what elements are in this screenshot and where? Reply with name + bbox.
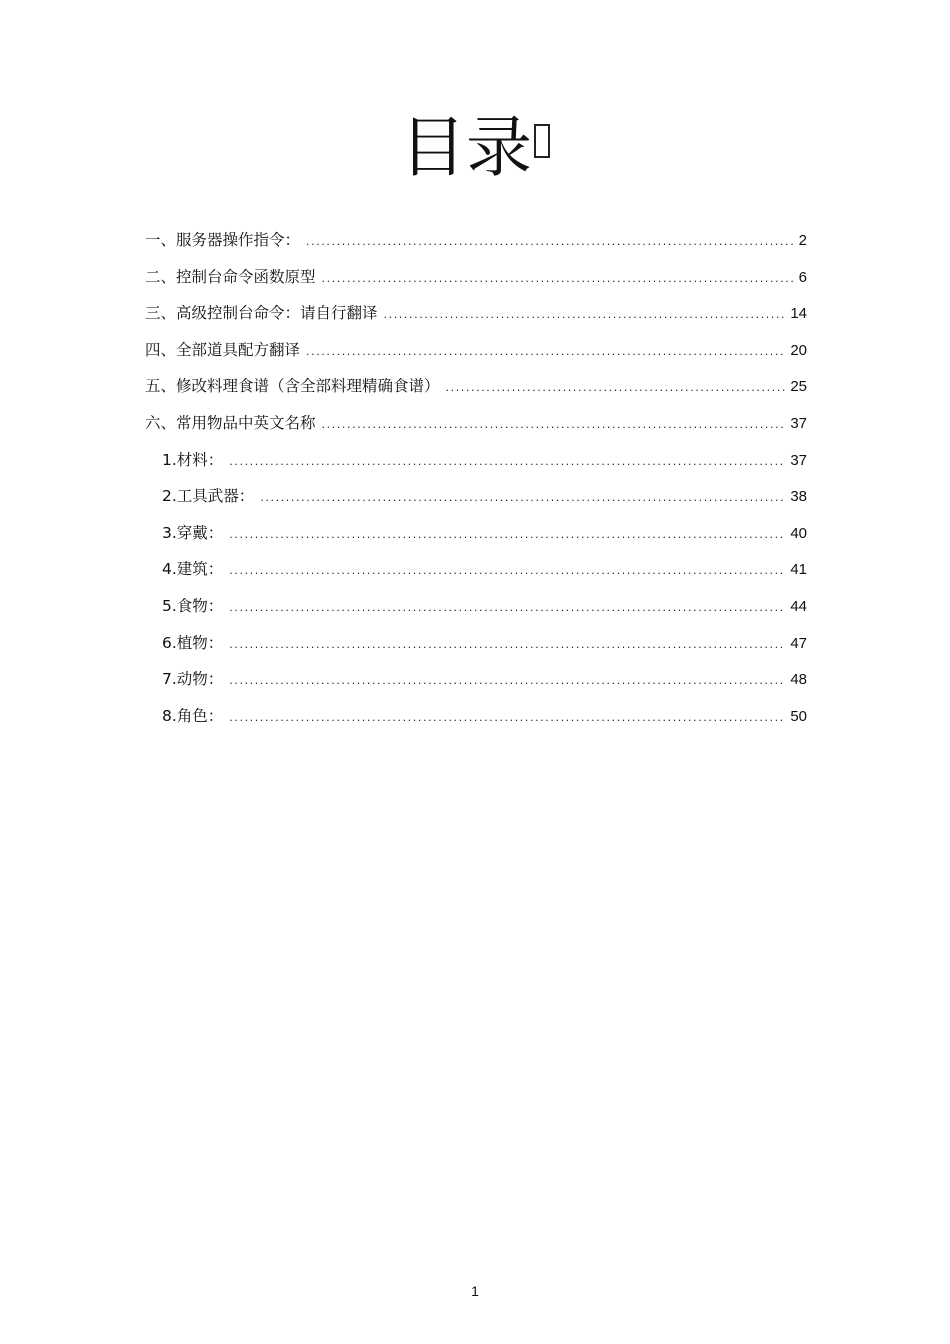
- toc-entry-console-prototypes[interactable]: [145, 259, 807, 296]
- toc-entry-page: 20: [790, 341, 807, 359]
- toc-dot-leader: [322, 261, 795, 298]
- toc-dot-leader: [229, 553, 786, 590]
- toc-entry-page: 25: [790, 378, 807, 396]
- toc-title-text: 目录: [400, 109, 532, 186]
- toc-entry-page: 37: [790, 414, 807, 432]
- toc-entry-item-recipes[interactable]: [145, 332, 807, 369]
- toc-entry-page: 37: [790, 451, 807, 469]
- toc-dot-leader: [229, 517, 786, 554]
- toc-entry-page: 50: [790, 707, 807, 725]
- toc-dot-leader: [322, 407, 787, 444]
- toc-entry-page: 2: [798, 232, 807, 249]
- toc-entry-advanced-console[interactable]: [145, 295, 807, 332]
- toc-title: [0, 108, 950, 188]
- toc-entry-label: 8.角色：: [162, 706, 224, 725]
- toc-subentry-materials[interactable]: [145, 442, 807, 479]
- toc-subentry-plants[interactable]: [145, 625, 807, 662]
- toc-entry-page: 47: [790, 634, 807, 652]
- toc-entry-label: 6.植物：: [162, 633, 224, 652]
- toc-subentry-wearables[interactable]: [145, 515, 807, 552]
- toc-entry-page: 41: [790, 561, 807, 579]
- tofu-box-icon: [534, 124, 550, 158]
- toc-entry-cooking-recipes[interactable]: [145, 368, 807, 405]
- toc-entry-label: 一、服务器操作指令：: [145, 231, 301, 249]
- toc-entry-label: 二、控制台命令函数原型: [145, 267, 316, 286]
- toc-subentry-characters[interactable]: [145, 698, 807, 735]
- toc-entry-item-names[interactable]: [145, 405, 807, 442]
- toc-entry-page: 14: [790, 305, 807, 323]
- toc-dot-leader: [260, 480, 786, 517]
- toc-dot-leader: [229, 590, 786, 627]
- toc-subentry-structures[interactable]: [145, 551, 807, 588]
- toc-dot-leader: [229, 627, 786, 664]
- table-of-contents: [145, 222, 807, 734]
- toc-entry-page: 48: [790, 671, 807, 689]
- toc-dot-leader: [229, 663, 786, 700]
- toc-dot-leader: [229, 444, 786, 481]
- toc-entry-server-commands[interactable]: [145, 222, 807, 259]
- toc-entry-label: 三、高级控制台命令：请自行翻译: [145, 304, 378, 323]
- toc-subentry-animals[interactable]: [145, 661, 807, 698]
- toc-subentry-food[interactable]: [145, 588, 807, 625]
- toc-entry-label: 5.食物：: [162, 596, 224, 615]
- toc-entry-label: 六、常用物品中英文名称: [145, 413, 316, 432]
- toc-dot-leader: [384, 297, 787, 334]
- toc-entry-page: 44: [790, 597, 807, 615]
- toc-dot-leader: [229, 700, 786, 737]
- toc-dot-leader: [306, 224, 795, 261]
- toc-entry-page: 38: [790, 488, 807, 506]
- toc-entry-label: 四、全部道具配方翻译: [145, 340, 301, 359]
- toc-entry-label: 1.材料：: [162, 450, 224, 469]
- toc-dot-leader: [306, 334, 786, 371]
- toc-entry-label: 4.建筑：: [162, 560, 224, 579]
- toc-entry-label: 2.工具武器：: [162, 487, 255, 506]
- toc-entry-label: 五、修改料理食谱（含全部料理精确食谱）: [145, 377, 440, 396]
- toc-entry-label: 3.穿戴：: [162, 523, 224, 542]
- toc-entry-label: 7.动物：: [162, 670, 224, 689]
- page-number: 1: [471, 1283, 479, 1299]
- toc-entry-page: 40: [790, 524, 807, 542]
- toc-dot-leader: [446, 370, 787, 407]
- toc-subentry-tools-weapons[interactable]: [145, 478, 807, 515]
- toc-entry-page: 6: [798, 268, 807, 286]
